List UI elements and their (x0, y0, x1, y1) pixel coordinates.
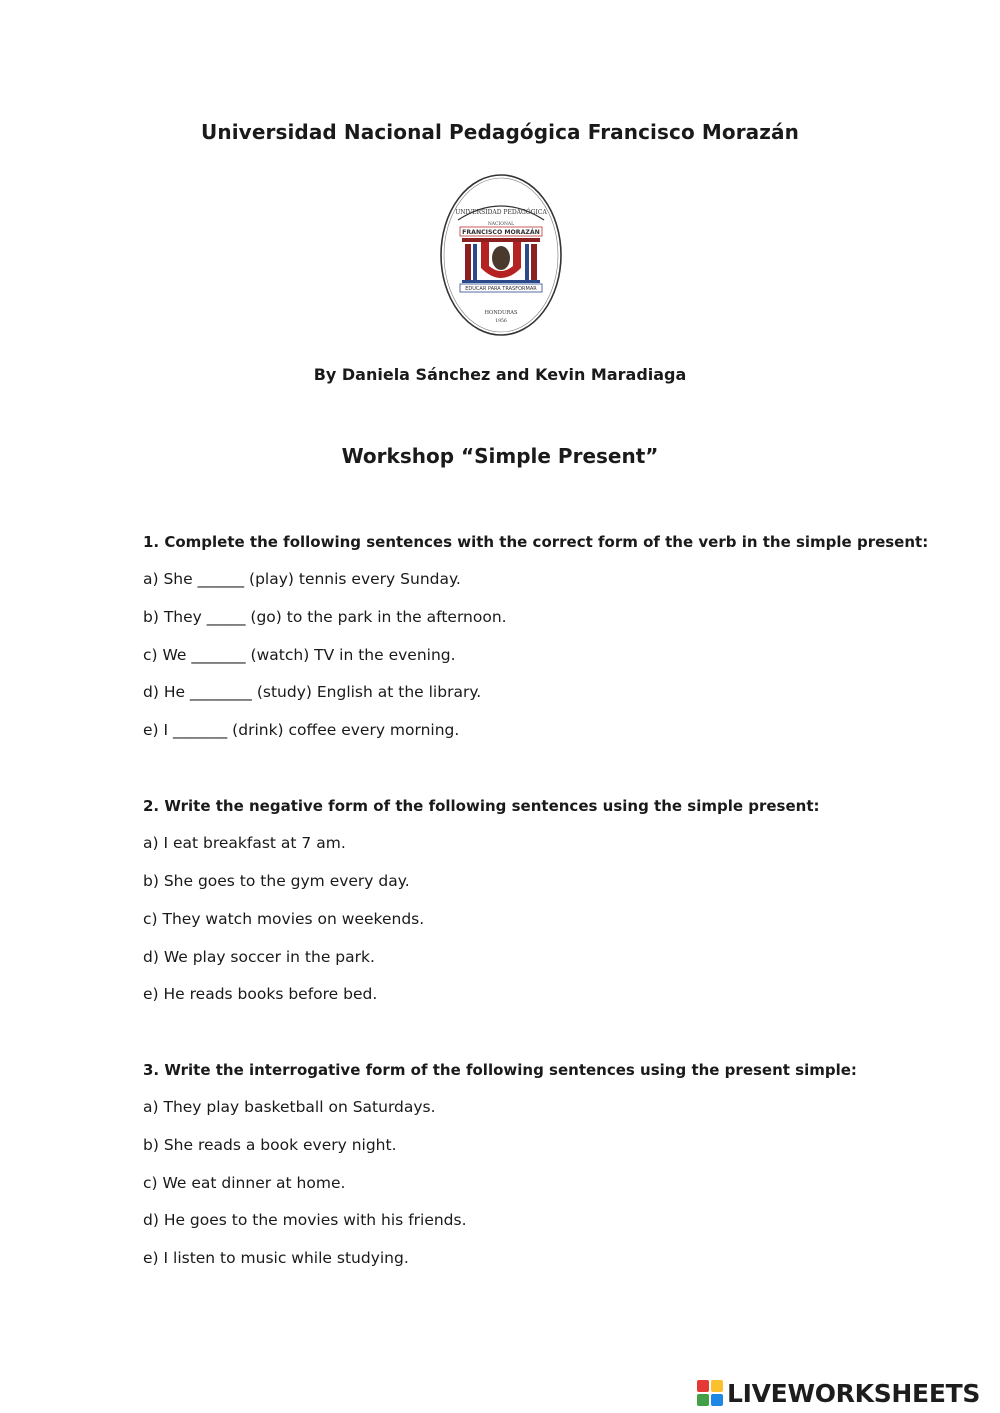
seal-nacional-text: NACIONAL (487, 222, 515, 227)
question-1-item-e: e) I _______ (drink) coffee every morning. (143, 721, 460, 739)
university-title: Universidad Nacional Pedagógica Francisco Morazán (201, 120, 799, 144)
question-2-item-e: e) He reads books before bed. (143, 985, 378, 1003)
question-2-title: 2. Write the negative form of the following sentences using the simple present: (143, 797, 820, 815)
question-3-item-b: b) She reads a book every night. (143, 1136, 397, 1154)
question-1-item-d: d) He ________ (study) English at the library. (143, 683, 482, 701)
seal-country-text: HONDURAS (484, 310, 518, 316)
question-3-item-c: c) We eat dinner at home. (143, 1174, 346, 1192)
seal-motto-text: EDUCAR PARA TRASFORMAR (465, 286, 537, 292)
question-2-item-d: d) We play soccer in the park. (143, 948, 375, 966)
question-3-item-d: d) He goes to the movies with his friends. (143, 1211, 467, 1229)
workshop-title: Workshop “Simple Present” (341, 444, 659, 468)
question-2-item-a: a) I eat breakfast at 7 am. (143, 834, 346, 852)
question-3-item-e: e) I listen to music while studying. (143, 1249, 409, 1267)
seal-year-text: 1956 (495, 319, 507, 324)
question-1-item-a: a) She ______ (play) tennis every Sunday. (143, 570, 461, 588)
question-1-item-c: c) We _______ (watch) TV in the evening. (143, 646, 456, 664)
liveworksheets-brand (697, 1377, 980, 1409)
liveworksheets-wordmark: LIVEWORKSHEETS (727, 1378, 981, 1408)
question-2-item-c: c) They watch movies on weekends. (143, 910, 425, 928)
question-3-title: 3. Write the interrogative form of the following sentences using the present simple: (143, 1061, 857, 1079)
question-3-item-a: a) They play basketball on Saturdays. (143, 1098, 436, 1116)
authors-line: By Daniela Sánchez and Kevin Maradiaga (313, 365, 687, 384)
question-1-item-b: b) They _____ (go) to the park in the afternoon. (143, 608, 507, 626)
liveworksheets-logo-icon (697, 1380, 723, 1406)
question-1-title: 1. Complete the following sentences with the correct form of the verb in the simple present: (143, 533, 929, 551)
seal-arc-text: UNIVERSIDAD PEDAGÓGICA (455, 209, 547, 216)
question-2-item-b: b) She goes to the gym every day. (143, 872, 410, 890)
seal-name-text: FRANCISCO MORAZÁN (462, 229, 540, 236)
university-seal-logo (438, 172, 564, 338)
